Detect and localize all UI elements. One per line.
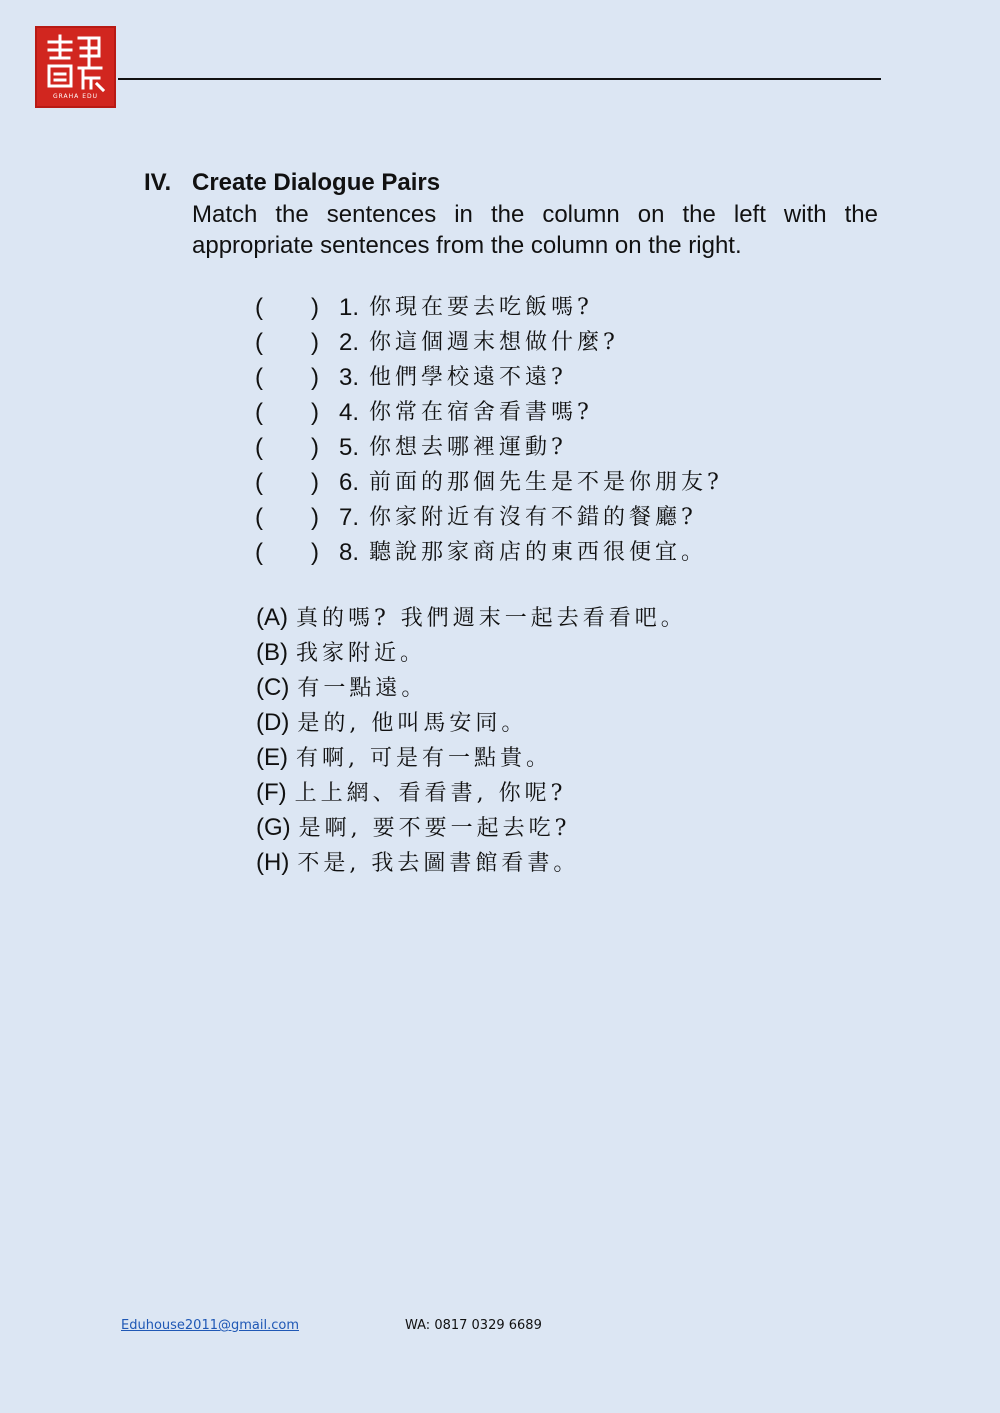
answer-blank-close: ) xyxy=(311,399,319,426)
footer-whatsapp-number: WA: 0817 0329 6689 xyxy=(405,1318,542,1333)
answer-text: 我家附近。 xyxy=(296,641,427,666)
answer-label: (E) xyxy=(256,744,288,771)
answer-blank[interactable]: ( xyxy=(255,294,263,321)
answer-blank-close: ) xyxy=(311,294,319,321)
answer-item xyxy=(256,845,687,880)
answer-label: (F) xyxy=(256,779,287,806)
answer-blank[interactable]: ( xyxy=(255,539,263,566)
answer-blank[interactable]: ( xyxy=(255,469,263,496)
section-title: Create Dialogue Pairs xyxy=(192,169,441,196)
answer-blank-close: ) xyxy=(311,329,319,356)
questions-list xyxy=(255,290,723,570)
question-number: 8. xyxy=(339,539,360,566)
answer-label: (A) xyxy=(256,604,288,631)
question-item xyxy=(255,325,723,360)
answer-blank-close: ) xyxy=(311,539,319,566)
question-text: 前面的那個先生是不是你朋友? xyxy=(369,470,723,495)
answer-item xyxy=(256,705,687,740)
answer-item xyxy=(256,740,687,775)
question-number: 1. xyxy=(339,294,360,321)
question-item xyxy=(255,360,723,395)
answer-item xyxy=(256,670,687,705)
answer-blank[interactable]: ( xyxy=(255,329,263,356)
answer-blank[interactable]: ( xyxy=(255,504,263,531)
answer-label: (G) xyxy=(256,814,291,841)
question-number: 6. xyxy=(339,469,360,496)
answer-text: 上上網、看看書, 你呢? xyxy=(294,781,567,806)
question-text: 聽說那家商店的東西很便宜。 xyxy=(369,540,708,565)
question-number: 4. xyxy=(339,399,360,426)
question-item xyxy=(255,465,723,500)
question-text: 你常在宿舍看書嗎? xyxy=(369,400,593,425)
question-number: 2. xyxy=(339,329,360,356)
section-number: IV. xyxy=(144,169,172,196)
question-number: 7. xyxy=(339,504,360,531)
logo-caption: GRAHA EDU xyxy=(52,93,98,100)
answer-label: (C) xyxy=(256,674,290,701)
question-item xyxy=(255,290,723,325)
question-text: 他們學校遠不遠? xyxy=(369,365,567,390)
question-item xyxy=(255,500,723,535)
answer-blank[interactable]: ( xyxy=(255,399,263,426)
answers-list xyxy=(256,600,687,880)
answer-item xyxy=(256,600,687,635)
question-item xyxy=(255,395,723,430)
graha-edu-logo xyxy=(35,26,116,108)
footer-email-link[interactable]: Eduhouse2011@gmail.com xyxy=(121,1318,299,1333)
answer-text: 是的, 他叫馬安同。 xyxy=(297,711,528,736)
answer-text: 真的嗎? 我們週末一起去看看吧。 xyxy=(296,606,687,631)
answer-label: (B) xyxy=(256,639,288,666)
question-text: 你現在要去吃飯嗎? xyxy=(369,295,593,320)
answer-blank[interactable]: ( xyxy=(255,364,263,391)
answer-blank-close: ) xyxy=(311,364,319,391)
instructions-text: Match the sentences in the column on the left with the appropriate sentences from the column on the right. xyxy=(192,201,878,259)
answer-blank[interactable]: ( xyxy=(255,434,263,461)
question-text: 你想去哪裡運動? xyxy=(369,435,567,460)
answer-text: 是啊, 要不要一起去吃? xyxy=(298,816,571,841)
question-number: 3. xyxy=(339,364,360,391)
answer-text: 有一點遠。 xyxy=(297,676,428,701)
answer-label: (H) xyxy=(256,849,290,876)
answer-item xyxy=(256,775,687,810)
question-text: 你這個週末想做什麼? xyxy=(369,330,619,355)
answer-item xyxy=(256,810,687,845)
question-text: 你家附近有沒有不錯的餐廳? xyxy=(369,505,697,530)
question-item xyxy=(255,430,723,465)
answer-label: (D) xyxy=(256,709,290,736)
question-number: 5. xyxy=(339,434,360,461)
header-rule xyxy=(118,78,881,80)
answer-blank-close: ) xyxy=(311,469,319,496)
question-item xyxy=(255,535,723,570)
answer-text: 不是, 我去圖書館看書。 xyxy=(297,851,580,876)
answer-blank-close: ) xyxy=(311,434,319,461)
answer-text: 有啊, 可是有一點貴。 xyxy=(296,746,552,771)
answer-blank-close: ) xyxy=(311,504,319,531)
answer-item xyxy=(256,635,687,670)
